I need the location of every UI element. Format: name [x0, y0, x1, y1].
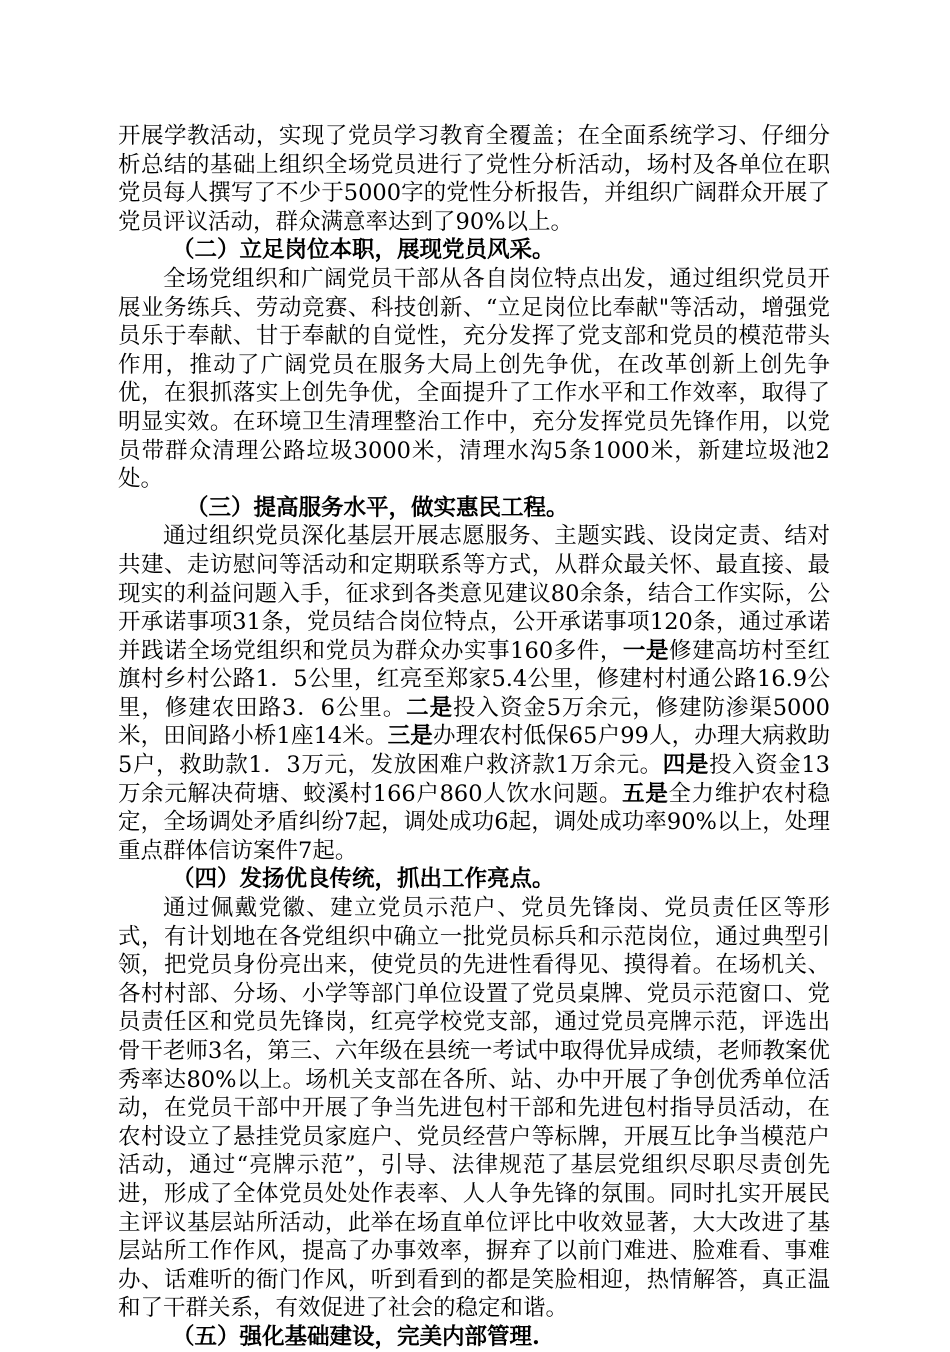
section-body-2: 全场党组织和广阔党员干部从各自岗位特点出发，通过组织党员开展业务练兵、劳动竞赛、科技创新、“立足岗位比奉献"等活动，增强党员乐于奉献、甘于奉献的自觉性，充分发挥了党支部和党员的模范带头作用，推动了广阔党员在服务大局上创先争优，在改革创新上创先争优，在狠抓落实上创先争优，全面提升了工作水平和工作效率，取得了明显实效。在环境卫生清理整治工作中，充分发挥党员先锋作用，以党员带群众清理公路垃圾3000米，清理水沟5条1000米，新建垃圾池2处。	[118, 265, 830, 493]
document-page	[118, 122, 830, 1352]
item-text-4: 投入资金13万余元解决荷塘、蛟溪村166户860人饮水问题。	[118, 752, 830, 807]
item-marker-1: 一是	[622, 637, 670, 664]
section-heading-2: （二）立足岗位本职，展现党员风采。	[172, 237, 555, 264]
item-text-5: 全力维护农村稳定，全场调处矛盾纠纷7起，调处成功6起，调处成功率90%以上，处理重点群体信访案件7起。	[118, 780, 830, 864]
section-heading-5: （五）强化基础建设，完美内部管理.	[172, 1323, 540, 1350]
section3-lead: 通过组织党员深化基层开展志愿服务、主题实践、设岗定责、结对共建、走访慰问等活动和定期联系等方式，从群众最关怀、最直接、最现实的利益问题入手，征求到各类意见建议80余条，结合工作实际，公开承诺事项31条，党员结合岗位特点，公开承诺事项120条，通过承诺并践诺全场党组织和党员为群众办实事160多件，	[118, 523, 830, 664]
item-marker-2: 二是	[406, 694, 453, 721]
item-text-1: 修建高坊村至红旗村乡村公路1．5公里，红亮至郑家5.4公里，修建村村通公路16.9公里，修建农田路3．6公里。	[118, 637, 830, 721]
section-heading-3: （三）提高服务水平，做实惠民工程。	[186, 494, 569, 521]
section-heading-4: （四）发扬优良传统，抓出工作亮点。	[172, 866, 555, 893]
item-text-3: 办理农村低保65户99人，办理大病救助5户，救助款1．3万元，发放困难户救济款1万余元。	[118, 723, 830, 779]
item-marker-4: 四是	[662, 752, 709, 779]
item-text-2: 投入资金5万余元，修建防渗渠5000米，田间路小桥1座14米。	[118, 694, 830, 750]
item-marker-5: 五是	[622, 780, 669, 807]
section-body-3	[118, 522, 830, 865]
item-marker-3: 三是	[387, 723, 433, 750]
section-body-4: 通过佩戴党徽、建立党员示范户、党员先锋岗、党员责任区等形式，有计划地在各党组织中确立一批党员标兵和示范岗位，通过典型引领，把党员身份亮出来，使党员的先进性看得见、摸得着。在场机关、各村村部、分场、小学等部门单位设置了党员桌牌、党员示范窗口、党员责任区和党员先锋岗，红亮学校党支部，通过党员亮牌示范，评选出骨干老师3名，第三、六年级在县统一考试中取得优异成绩，老师教案优秀率达80%以上。场机关支部在各所、站、办中开展了争创优秀单位活动，在党员干部中开展了争当先进包村干部和先进包村指导员活动，在农村设立了悬挂党员家庭户、党员经营户等标牌，开展互比争当模范户活动，通过“亮牌示范”，引导、法律规范了基层党组织尽职尽责创先进，形成了全体党员处处作表率、人人争先锋的氛围。同时扎实开展民主评议基层站所活动，此举在场直单位评比中收效显著，大大改进了基层站所工作作风，提高了办事效率，摒弃了以前门难进、脸难看、事难办、话难听的衙门作风，听到看到的都是笑脸相迎，热情解答，真正温和了干群关系，有效促进了社会的稳定和谐。	[118, 895, 830, 1322]
paragraph-intro-end: 开展学教活动，实现了党员学习教育全覆盖；在全面系统学习、仔细分析总结的基础上组织全场党员进行了党性分析活动，场村及各单位在职党员每人撰写了不少于5000字的党性分析报告，并组织广阔群众开展了党员评议活动，群众满意率达到了90%以上。	[118, 123, 830, 235]
